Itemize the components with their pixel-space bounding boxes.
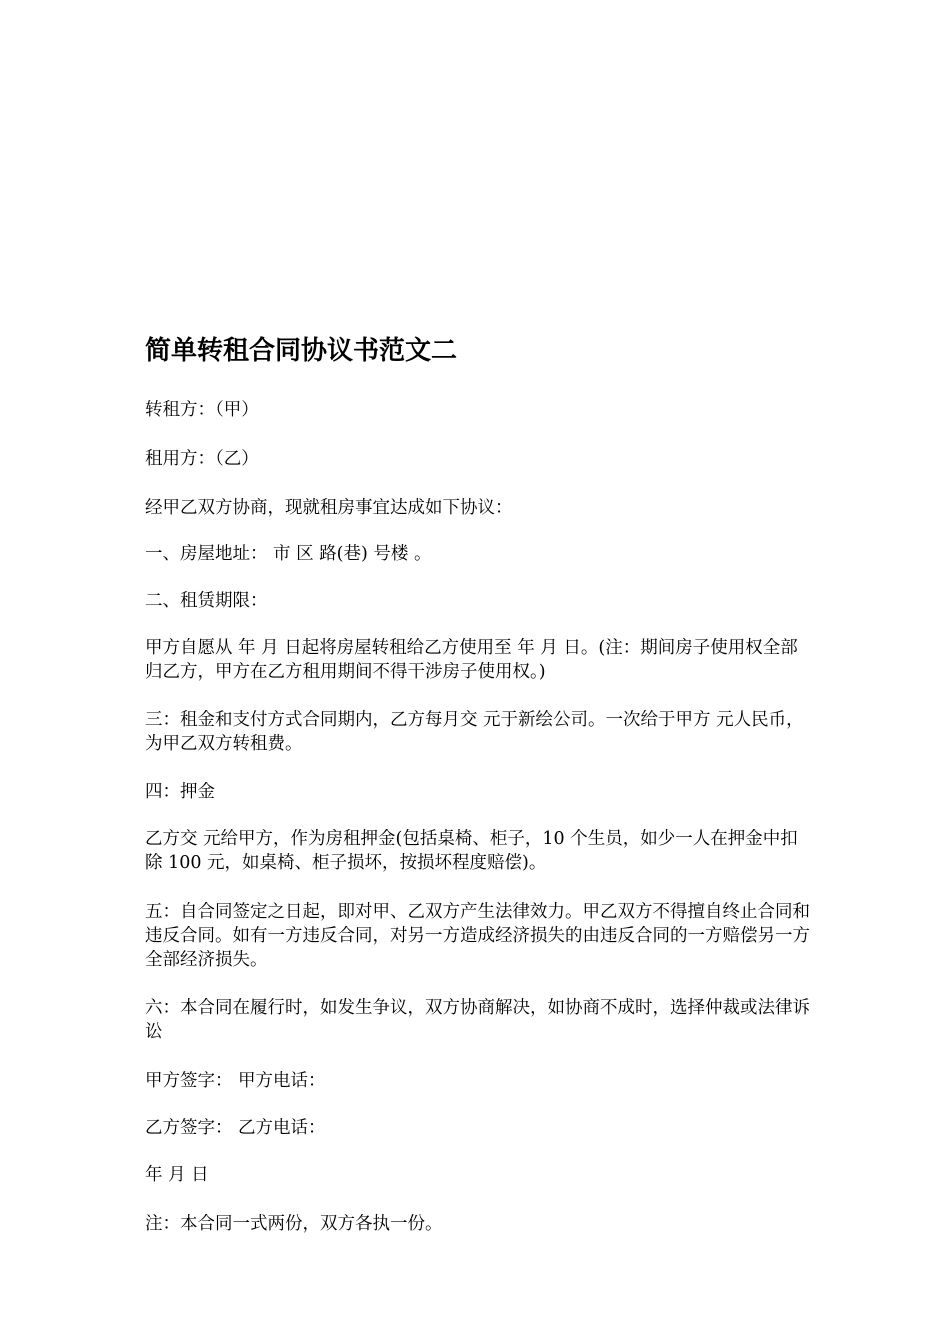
clause-2-heading: 二、租赁期限： [145, 591, 268, 611]
clause-5-effect: 五：自合同签定之日起，即对甲、乙双方产生法律效力。甲乙双方不得擅自终止合同和违反合同。如有一方违反合同，对另一方造成经济损失的由违反合同的一方赔偿另一方全部经济损失。 [145, 902, 810, 970]
party-a-line: 转租方：（甲） [145, 400, 259, 420]
party-a-signature-line: 甲方签字： 甲方电话： [145, 1071, 326, 1091]
clause-1-address: 一、房屋地址： 市 区 路(巷) 号楼 。 [145, 544, 432, 564]
copies-note: 注：本合同一式两份，双方各执一份。 [145, 1214, 443, 1234]
clause-6-dispute: 六：本合同在履行时，如发生争议，双方协商解决，如协商不成时，选择仲裁或法律诉讼 [145, 998, 810, 1042]
clause-4-deposit: 乙方交 元给甲方，作为房租押金(包括桌椅、柜子，10 个生员，如少一人在押金中扣除 100 元，如桌椅、柜子损坏，按损坏程度赔偿)。 [145, 829, 798, 873]
party-b-signature-line: 乙方签字： 乙方电话： [145, 1118, 326, 1138]
document-title: 简单转租合同协议书范文二 [145, 336, 458, 366]
clause-2-term: 甲方自愿从 年 月 日起将房屋转租给乙方使用至 年 月 日。(注：期间房子使用权全部归乙方，甲方在乙方租用期间不得干涉房子使用权。) [145, 638, 798, 682]
agreement-intro: 经甲乙双方协商，现就租房事宜达成如下协议： [145, 498, 513, 518]
party-b-line: 租用方：（乙） [145, 449, 259, 469]
clause-4-heading: 四：押金 [145, 782, 215, 802]
date-line: 年 月 日 [145, 1165, 209, 1185]
clause-3-rent: 三：租金和支付方式合同期内，乙方每月交 元于新绘公司。一次给于甲方 元人民币，为甲乙双方转租费。 [145, 710, 804, 754]
